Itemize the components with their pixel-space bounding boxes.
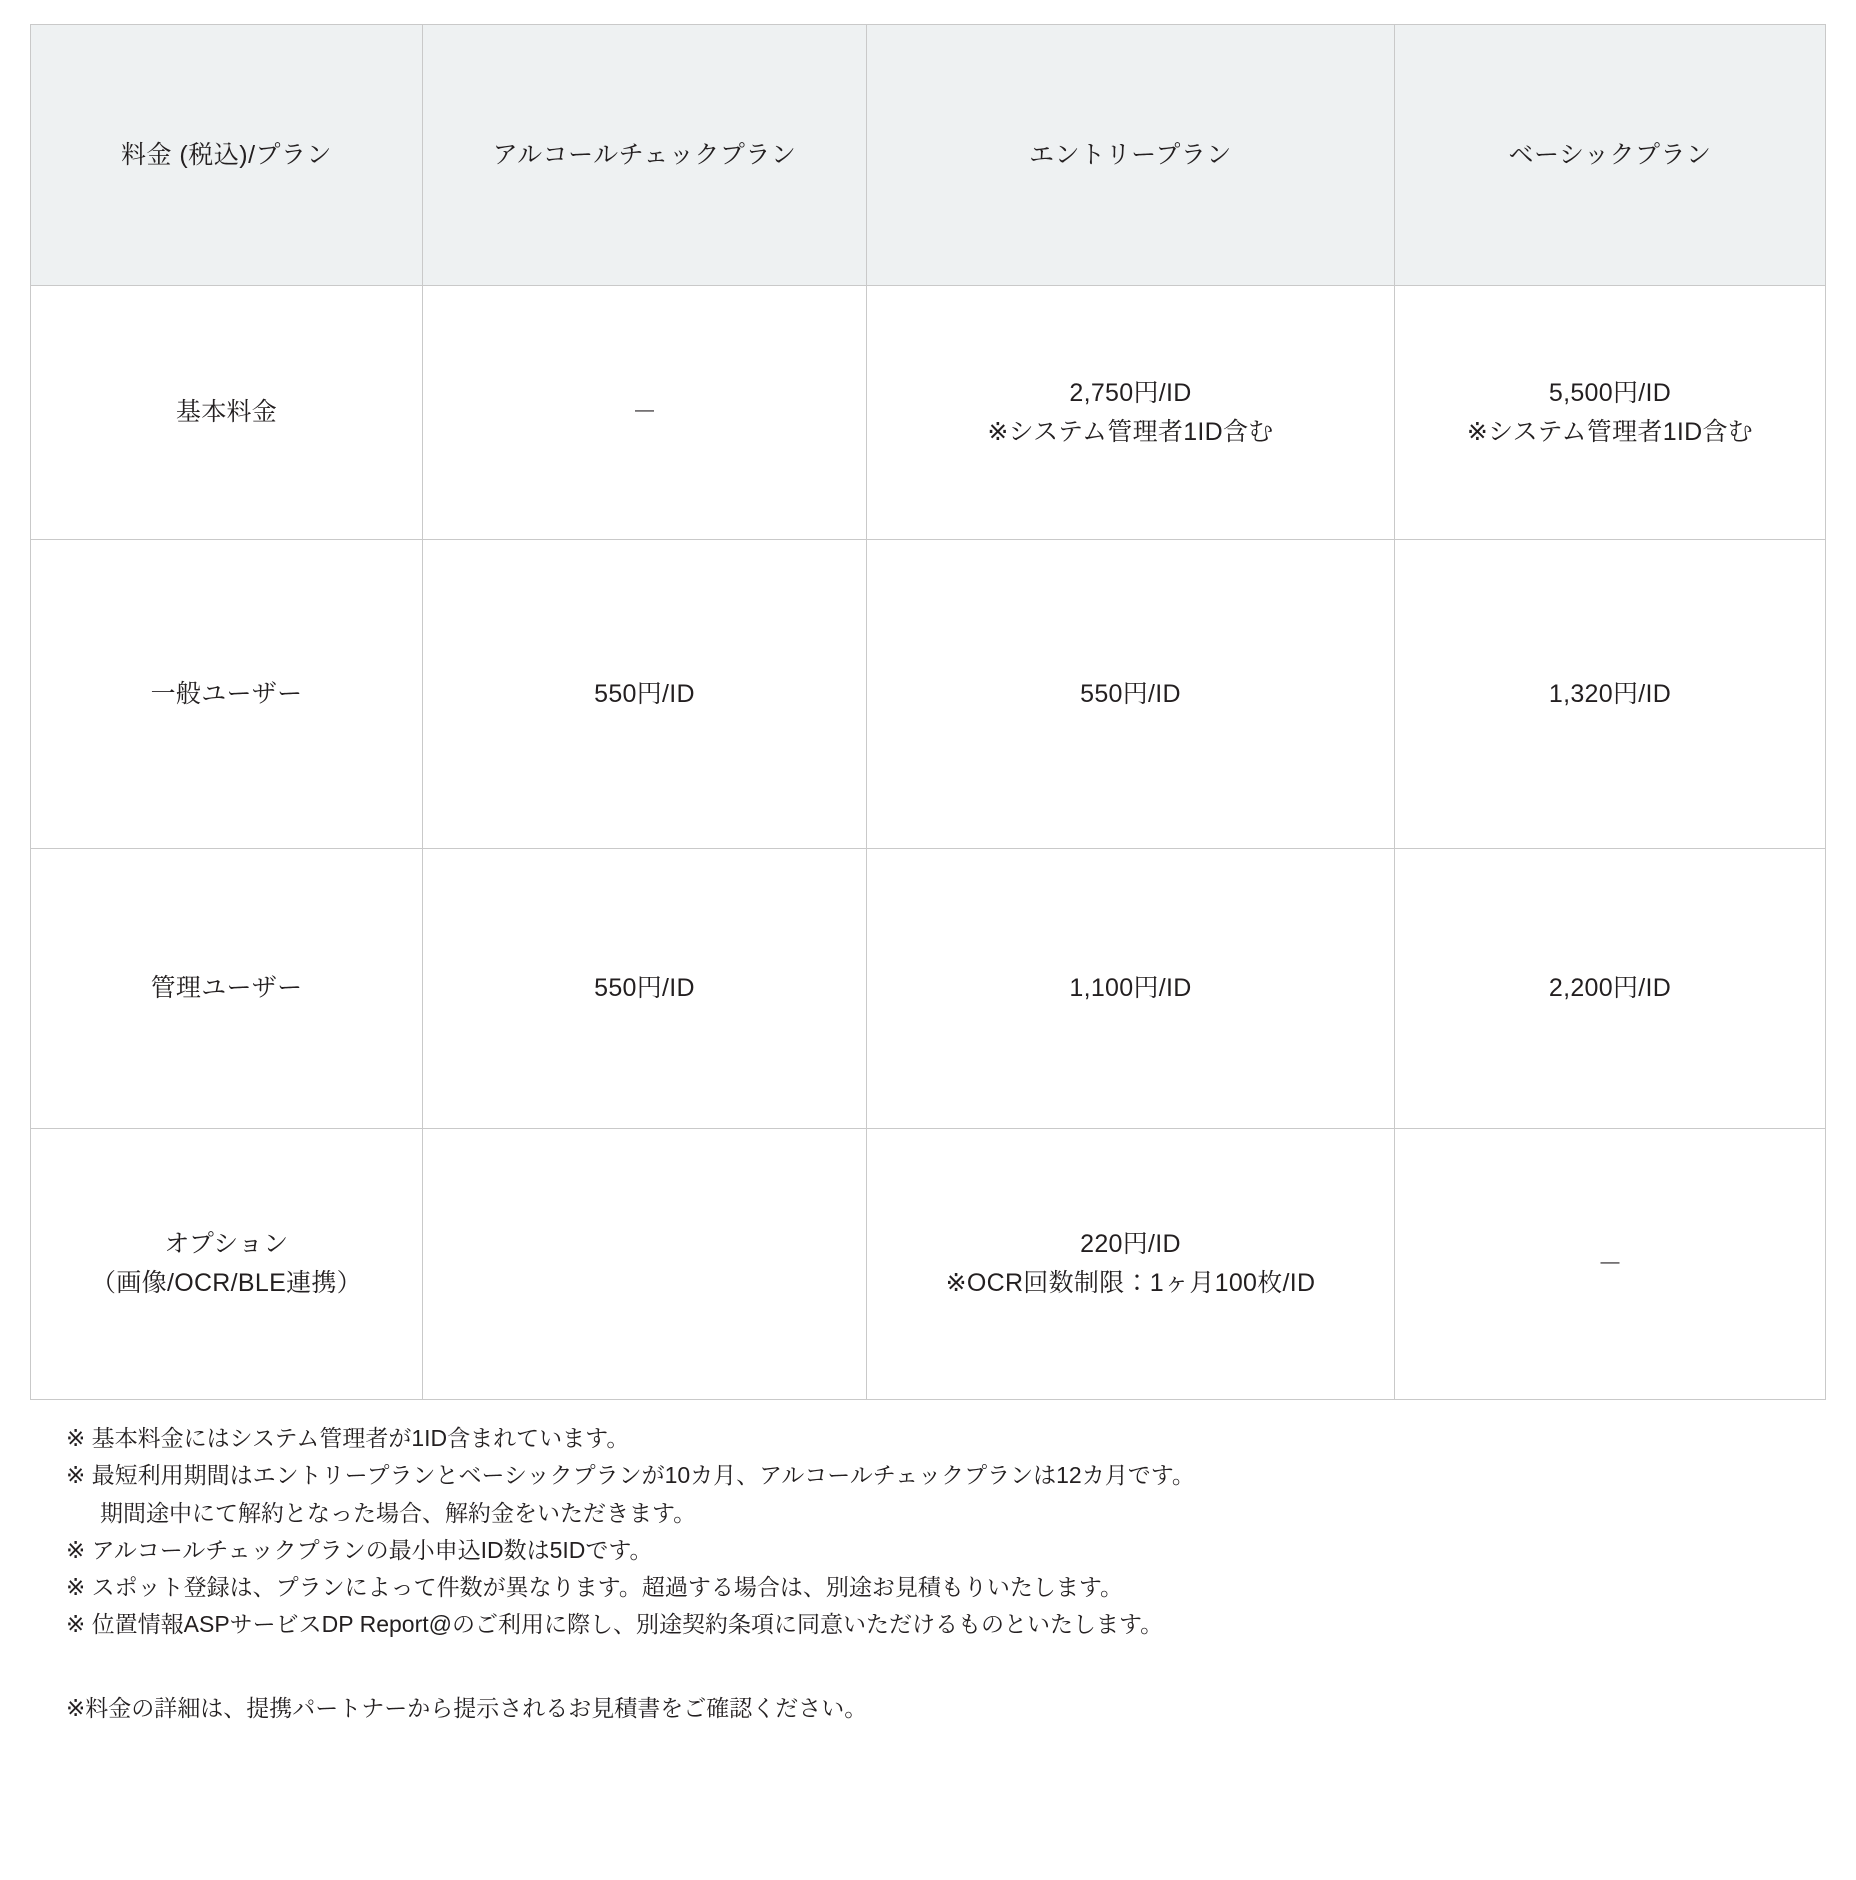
row-label-line1: オプション: [164, 1230, 289, 1259]
note-item: ※ 基本料金にはシステム管理者が1ID含まれています。: [66, 1425, 630, 1451]
note-item-continuation: 期間途中にて解約となった場合、解約金をいただきます。: [100, 1499, 697, 1526]
note-item: ※ 最短利用期間はエントリープランとベーシックプランが10カ月、アルコールチェックプランは12カ月です。: [66, 1462, 1195, 1489]
table-body: [31, 286, 1826, 1400]
cell-value: －: [1597, 1249, 1623, 1278]
header-basic-plan: ベーシックプラン: [1395, 25, 1826, 286]
note-item: ※ スポット登録は、プランによって件数が異なります。超過する場合は、別途お見積もりいたします。: [66, 1574, 1123, 1600]
note-item: ※ アルコールチェックプランの最小申込ID数は5IDです。: [66, 1536, 653, 1563]
table-row: [31, 286, 1826, 540]
cell-value-line1: 220円/ID: [1080, 1230, 1181, 1259]
cell-basic-fee-entry: [867, 286, 1395, 540]
footnote: ※料金の詳細は、提携パートナーから提示されるお見積書をご確認ください。: [66, 1694, 868, 1721]
row-label-admin-user: 管理ユーザー: [31, 849, 423, 1129]
header-alcohol-check-plan: アルコールチェックプラン: [423, 25, 867, 286]
cell-basic-fee-basic: [1395, 286, 1826, 540]
cell-option-basic: [1395, 1129, 1826, 1400]
cell-admin-user-entry: 1,100円/ID: [867, 849, 1395, 1129]
pricing-table: [30, 24, 1826, 1400]
notes-list: [66, 1420, 1826, 1644]
cell-basic-fee-alcohol: [423, 286, 867, 540]
cell-value-line1: 2,750円/ID: [1069, 378, 1192, 407]
cell-option-alcohol: [423, 1129, 867, 1400]
cell-general-user-basic: 1,320円/ID: [1395, 540, 1826, 849]
header-entry-plan: エントリープラン: [867, 25, 1395, 286]
cell-value-line2: ※システム管理者1ID含む: [987, 417, 1274, 446]
table-row: [31, 540, 1826, 849]
cell-value-line2: ※システム管理者1ID含む: [1466, 417, 1754, 446]
cell-admin-user-alcohol: 550円/ID: [423, 849, 867, 1129]
row-label-line2: （画像/OCR/BLE連携）: [91, 1269, 362, 1297]
row-label-option: [31, 1129, 423, 1400]
table-header: [31, 25, 1826, 286]
row-label-basic-fee: 基本料金: [31, 286, 423, 540]
table-header-row: [31, 25, 1826, 286]
cell-option-entry: [867, 1129, 1395, 1400]
note-item: ※ 位置情報ASPサービスDP Report@のご利用に際し、別途契約条項に同意いただけるものといたします。: [66, 1611, 1164, 1638]
cell-value-line2: ※OCR回数制限：1ヶ月100枚/ID: [945, 1269, 1316, 1297]
cell-admin-user-basic: 2,200円/ID: [1395, 849, 1826, 1129]
table-row: [31, 849, 1826, 1129]
cell-general-user-alcohol: 550円/ID: [423, 540, 867, 849]
header-plan-label: 料金 (税込)/プラン: [31, 25, 423, 286]
row-label-general-user: 一般ユーザー: [31, 540, 423, 849]
cell-value-line1: 5,500円/ID: [1548, 378, 1672, 407]
cell-value: －: [631, 398, 657, 427]
table-row: [31, 1129, 1826, 1400]
cell-general-user-entry: 550円/ID: [867, 540, 1395, 849]
